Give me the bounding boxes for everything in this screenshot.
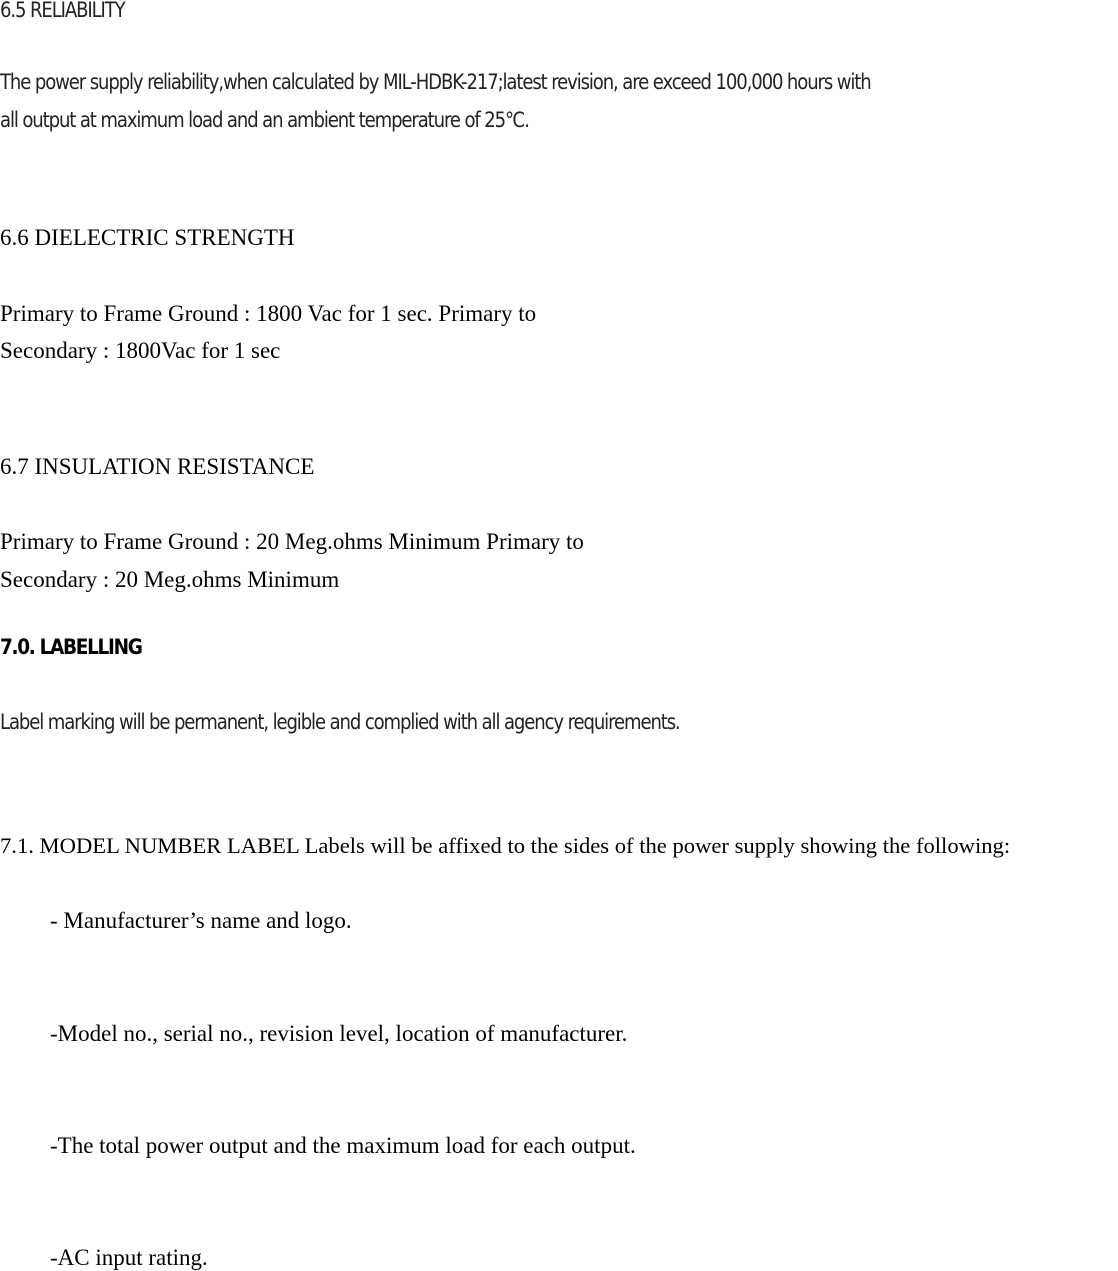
section-heading: 7.1. MODEL NUMBER LABEL Labels will be affixed to the sides of the power supply showing the following: (0, 833, 1011, 858)
paragraph-line: Primary to Frame Ground : 20 Meg.ohms Minimum Primary to (0, 529, 584, 554)
paragraph-line: Primary to Frame Ground : 1800 Vac for 1 sec. Primary to (0, 301, 537, 326)
list-item: - Manufacturer’s name and logo. (50, 908, 352, 933)
paragraph-line: all output at maximum load and an ambient temperature of 25℃. (0, 108, 529, 132)
list-item: -Model no., serial no., revision level, location of manufacturer. (50, 1021, 628, 1046)
section-heading: 6.6 DIELECTRIC STRENGTH (0, 225, 295, 250)
section-heading: 7.0. LABELLING (0, 635, 142, 659)
paragraph-line: Secondary : 1800Vac for 1 sec (0, 338, 281, 363)
section-heading: 6.5 RELIABILITY (0, 0, 125, 22)
paragraph-line: Secondary : 20 Meg.ohms Minimum (0, 567, 340, 592)
list-item: -The total power output and the maximum load for each output. (50, 1133, 636, 1158)
section-heading: 6.7 INSULATION RESISTANCE (0, 454, 315, 479)
list-item: -AC input rating. (50, 1245, 208, 1270)
paragraph-line: Label marking will be permanent, legible and complied with all agency requirements. (0, 710, 680, 734)
paragraph-line: The power supply reliability,when calculated by MIL-HDBK-217;latest revision, are exceed 100,000 hours with (0, 70, 871, 94)
